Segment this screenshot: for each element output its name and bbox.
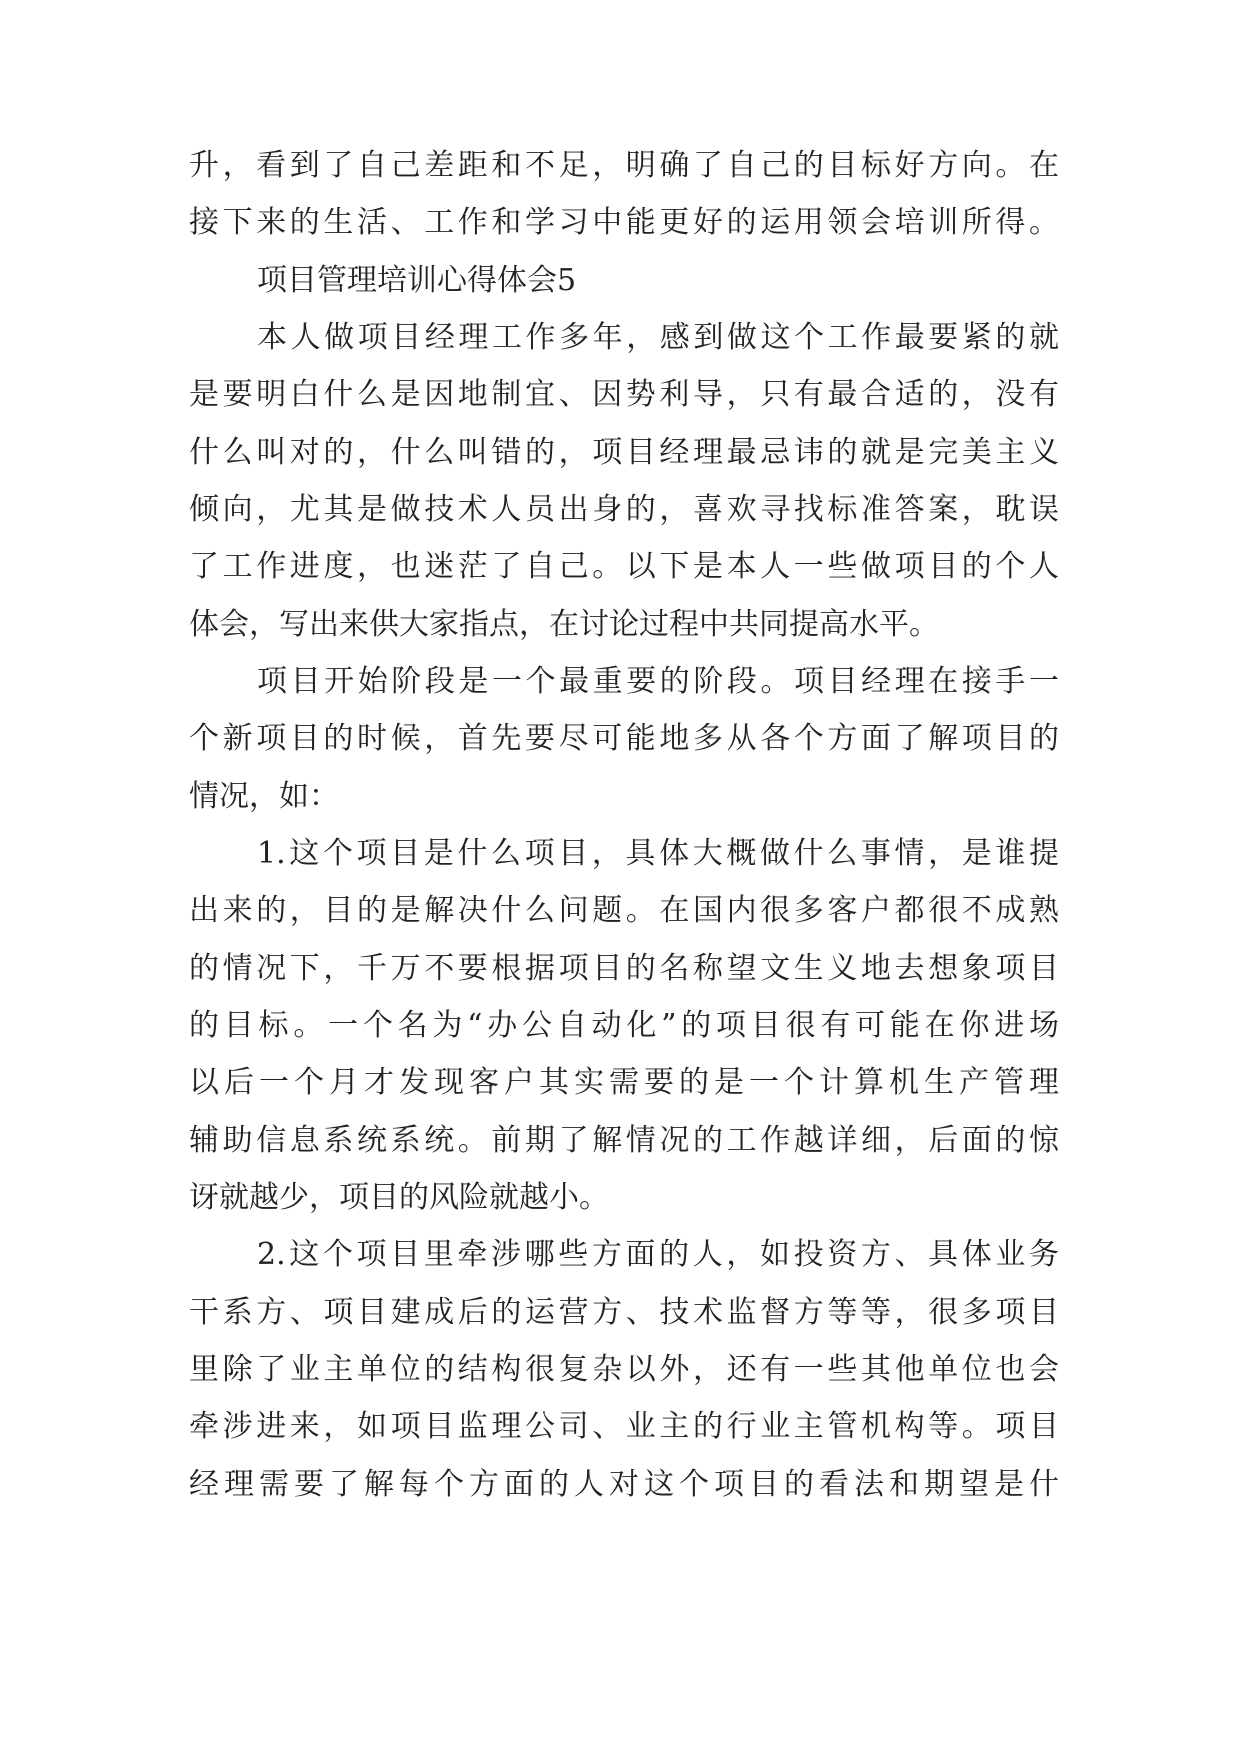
text-line-2: 接下来的生活、工作和学习中能更好的运用领会培训所得。 (189, 205, 1059, 240)
text-line-16: 的目标。一个名为“办公自动化”的项目很有可能在你进场 (189, 1008, 1059, 1043)
text-line-14: 出来的，目的是解决什么问题。在国内很多客户都很不成熟 (189, 893, 1059, 928)
section-heading: 项目管理培训心得体会5 (257, 263, 577, 298)
text-line-8: 了工作进度，也迷茫了自己。以下是本人一些做项目的个人 (189, 549, 1059, 584)
text-line-5: 是要明白什么是因地制宜、因势利导，只有最合适的，没有 (189, 377, 1059, 412)
text-line-1: 升，看到了自己差距和不足，明确了自己的目标好方向。在 (189, 148, 1059, 183)
text-line-20: 2.这个项目里牵涉哪些方面的人，如投资方、具体业务 (257, 1237, 1059, 1272)
text-line-7: 倾向，尤其是做技术人员出身的，喜欢寻找标准答案，耽误 (189, 492, 1059, 527)
text-line-6: 什么叫对的，什么叫错的，项目经理最忌讳的就是完美主义 (189, 435, 1059, 470)
text-line-21: 干系方、项目建成后的运营方、技术监督方等等，很多项目 (189, 1295, 1059, 1330)
text-line-13: 1.这个项目是什么项目，具体大概做什么事情，是谁提 (257, 836, 1059, 871)
text-line-11: 个新项目的时候，首先要尽可能地多从各个方面了解项目的 (189, 721, 1059, 756)
text-line-24: 经理需要了解每个方面的人对这个项目的看法和期望是什 (189, 1467, 1059, 1502)
text-line-9: 体会，写出来供大家指点，在讨论过程中共同提高水平。 (189, 607, 939, 642)
text-line-4: 本人做项目经理工作多年，感到做这个工作最要紧的就 (257, 320, 1059, 355)
text-line-17: 以后一个月才发现客户其实需要的是一个计算机生产管理 (189, 1065, 1059, 1100)
text-line-12: 情况，如： (189, 779, 339, 814)
text-line-18: 辅助信息系统系统。前期了解情况的工作越详细，后面的惊 (189, 1123, 1059, 1158)
text-line-23: 牵涉进来，如项目监理公司、业主的行业主管机构等。项目 (189, 1409, 1059, 1444)
text-line-22: 里除了业主单位的结构很复杂以外，还有一些其他单位也会 (189, 1352, 1059, 1387)
text-line-15: 的情况下，千万不要根据项目的名称望文生义地去想象项目 (189, 951, 1059, 986)
text-line-19: 讶就越少，项目的风险就越小。 (189, 1180, 609, 1215)
text-line-10: 项目开始阶段是一个最重要的阶段。项目经理在接手一 (257, 664, 1059, 699)
